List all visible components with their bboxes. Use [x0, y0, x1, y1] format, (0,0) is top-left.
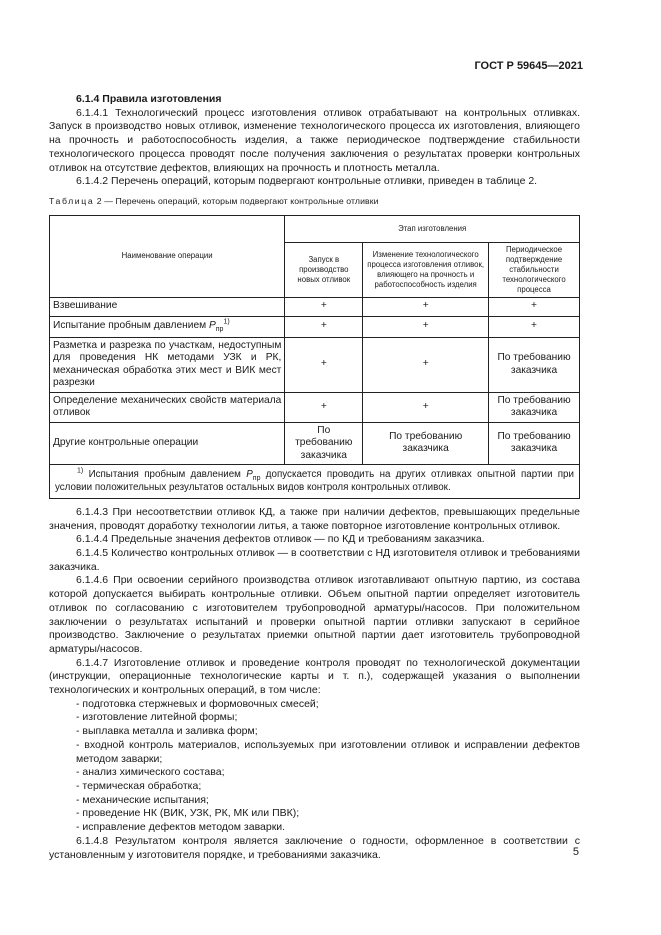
paragraph-6-1-4-7: 6.1.4.7 Изготовление отливок и проведение контроля проводят по технологической документации (инструкции, операционные технологические карты и т. п.), содержащей указания о выполнении технологических и контрольных операций, в том числе: — [49, 656, 580, 697]
row-change-cell: + — [363, 337, 489, 392]
table-header-row — [50, 215, 580, 242]
table-row — [50, 316, 580, 337]
list-item: - механические испытания; — [76, 793, 209, 806]
row-periodic-cell: По требованию заказчика — [489, 392, 580, 422]
document-standard-number: ГОСТ Р 59645—2021 — [474, 60, 583, 72]
row-operation-name: Разметка и разрезка по участкам, недоступным для проведения НК методами УЗК и РК, механическая обработка этих мест и ВИК мест разрезки — [50, 337, 285, 392]
footnote-text-b: допускается проводить на других отливках опытной партии при условии положительных результатов остальных видов контроля контрольных отливок. — [55, 469, 574, 493]
footnote-variable: P — [246, 469, 253, 481]
row-change-cell: + — [363, 297, 489, 316]
list-item: - термическая обработка; — [76, 780, 202, 792]
pressure-variable: P — [208, 320, 216, 332]
row-launch-cell: + — [285, 337, 363, 392]
page-number: 5 — [572, 846, 579, 858]
table-row — [50, 422, 580, 465]
footnote-mark: 1) — [77, 467, 84, 475]
header-launch: Запуск в производство новых отливок — [285, 242, 363, 297]
row-operation-text: Испытание пробным давлением — [53, 320, 209, 332]
paragraph-6-1-4-8: 6.1.4.8 Результатом контроля является заключение о годности, оформленное в соответствии с установленным у изготовителя порядке, и требованиями заказчика. — [49, 834, 580, 861]
list-item: - изготовление литейной формы; — [76, 711, 238, 724]
row-operation-name — [50, 316, 285, 337]
paragraph-6-1-4-6: 6.1.4.6 При освоении серийного производства отливок изготавливают опытную партию, из состава которой допускается выбирать контрольные отливки. Объем опытной партии определяет изготовитель отливок по согласованию с изготовителем трубопроводной арматуры/насосов. При положительном заключении о результатах испытаний и проверки опытной партии отливки запускают в серийное производство. Заключение о результатах приемки опытной партии дает изготовитель трубопроводной арматуры/насосов. — [49, 574, 580, 655]
paragraph-6-1-4-3: 6.1.4.3 При несоответствии отливок КД, а также при наличии дефектов, превышающих предельные значения, проводят доработку технологии литья, а также повторное изготовление контрольных отливок. — [49, 505, 580, 532]
row-operation-name: Взвешивание — [50, 297, 285, 316]
paragraph-6-1-4-5: 6.1.4.5 Количество контрольных отливок — в соответствии с НД изготовителя отливок и требованиями заказчика. — [49, 547, 580, 573]
table-footnote — [50, 465, 580, 499]
paragraph-6-1-4-2: 6.1.4.2 Перечень операций, которым подвергают контрольные отливки, приведен в таблице 2. — [76, 175, 538, 188]
list-item: - исправление дефектов методом заварки. — [76, 821, 286, 834]
row-launch-cell: + — [285, 316, 363, 337]
list-item: - анализ химического состава; — [76, 766, 225, 779]
footnote-subscript: пр — [252, 475, 261, 483]
list-item: - входной контроль материалов, используемых при изготовлении отливок и исправлении дефектов методом заварки; — [76, 738, 580, 765]
table-caption-text: 2 — Перечень операций, которым подвергают контрольные отливки — [94, 195, 379, 206]
header-change: Изменение технологического процесса изготовления отливок, влияющего на прочность и работоспособность изделия — [363, 242, 489, 297]
list-item: - подготовка стержневых и формовочных смесей; — [76, 697, 319, 710]
table-caption — [49, 195, 580, 209]
row-periodic-cell: + — [489, 297, 580, 316]
row-operation-name: Другие контрольные операции — [50, 422, 285, 465]
row-periodic-cell: + — [489, 316, 580, 337]
header-periodic: Периодическое подтверждение стабильности технологического процесса — [489, 242, 580, 297]
table-row — [50, 337, 580, 392]
paragraph-6-1-4-1: 6.1.4.1 Технологический процесс изготовления отливок отрабатывают на контрольных отливках. Запуск в производство новых отливок, изменение технологического процесса их изготовления, влияющего на прочность и работоспособность изделия, а также периодическое подтверждение стабильности технологического процесса проводят после получения заключения о результатах проверки контрольных отливок на отсутствие дефектов, влияющих на прочность и плотность металла. — [49, 106, 580, 174]
list-item: - проведение НК (ВИК, УЗК, РК, МК или ПВК); — [76, 807, 300, 820]
pressure-subscript: пр — [215, 326, 224, 334]
footnote-text-a: Испытания пробным давлением — [83, 469, 247, 481]
row-launch-cell: По требованию заказчика — [285, 422, 363, 465]
table-row — [50, 297, 580, 316]
row-change-cell: + — [363, 392, 489, 422]
table-footnote-row — [50, 465, 580, 499]
row-change-cell: По требованию заказчика — [363, 422, 489, 465]
footnote-ref: 1) — [223, 318, 230, 326]
page-content — [49, 93, 580, 862]
header-operation: Наименование операции — [50, 215, 285, 297]
row-launch-cell: + — [285, 392, 363, 422]
row-change-cell: + — [363, 316, 489, 337]
table-caption-label: Таблица — [49, 195, 95, 206]
operations-list — [49, 698, 580, 835]
row-launch-cell: + — [285, 297, 363, 316]
row-periodic-cell: По требованию заказчика — [489, 422, 580, 465]
header-stage: Этап изготовления — [285, 215, 580, 242]
table-row — [50, 392, 580, 422]
paragraph-6-1-4-4: 6.1.4.4 Предельные значения дефектов отливок — по КД и требованиям заказчика. — [76, 533, 485, 546]
operations-table — [49, 215, 580, 499]
list-item: - выплавка металла и заливка форм; — [76, 725, 258, 738]
section-heading: 6.1.4 Правила изготовления — [76, 93, 222, 105]
row-operation-name: Определение механических свойств материала отливок — [50, 392, 285, 422]
row-periodic-cell: По требованию заказчика — [489, 337, 580, 392]
